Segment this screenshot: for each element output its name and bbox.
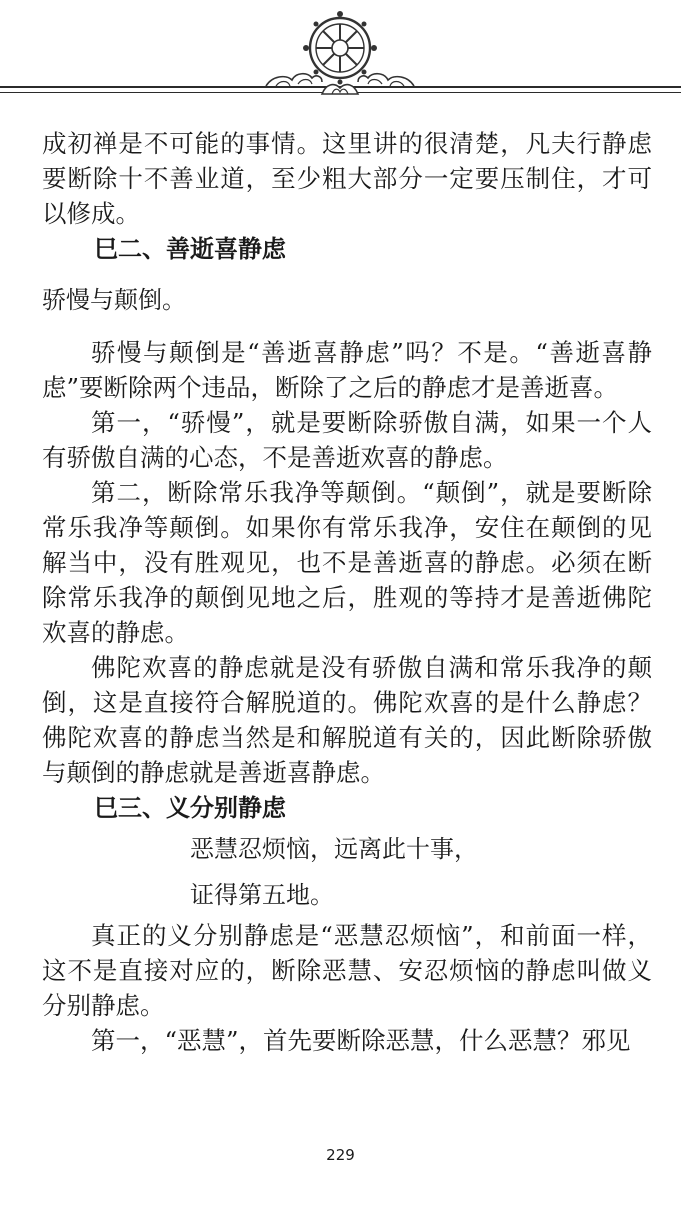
paragraph: 真正的义分别静虑是“恶慧忍烦恼”，和前面一样，这不是直接对应的，断除恶慧、安忍烦恼的静虑叫做义分别静虑。 <box>42 921 652 1020</box>
verse-line: 证得第五地。 <box>190 881 334 909</box>
paragraph: 佛陀欢喜的静虑就是没有骄傲自满和常乐我净的颠倒，这是直接符合解脱道的。佛陀欢喜的是什么静虑？佛陀欢喜的静虑当然是和解脱道有关的，因此断除骄傲与颠倒的静虑就是善逝喜静虑。 <box>42 653 652 787</box>
section-heading: 巳三、义分别静虑 <box>94 794 286 822</box>
section-heading: 巳二、善逝喜静虑 <box>94 235 286 263</box>
paragraph: 第一，“恶慧”，首先要断除恶慧，什么恶慧？邪见 <box>91 1026 631 1055</box>
verse-line: 骄慢与颠倒。 <box>42 286 186 314</box>
paragraph: 成初禅是不可能的事情。这里讲的很清楚，凡夫行静虑要断除十不善业道，至少粗大部分一定要压制住，才可以修成。 <box>42 129 652 228</box>
page-number: 229 <box>326 1146 355 1164</box>
dharma-wheel-icon <box>262 8 418 100</box>
page-header <box>0 0 681 110</box>
paragraph: 骄慢与颠倒是“善逝喜静虑”吗？不是。“善逝喜静虑”要断除两个违品，断除了之后的静虑才是善逝喜。 <box>42 338 652 402</box>
body-text <box>42 126 652 1058</box>
paragraph: 第二，断除常乐我净等颠倒。“颠倒”，就是要断除常乐我净等颠倒。如果你有常乐我净，安住在颠倒的见解当中，没有胜观见，也不是善逝喜的静虑。必须在断除常乐我净的颠倒见地之后，胜观的等持才是善逝佛陀欢喜的静虑。 <box>42 478 652 647</box>
verse-line: 恶慧忍烦恼，远离此十事， <box>190 835 478 863</box>
paragraph: 第一，“骄慢”，就是要断除骄傲自满，如果一个人有骄傲自满的心态，不是善逝欢喜的静虑。 <box>42 408 652 472</box>
